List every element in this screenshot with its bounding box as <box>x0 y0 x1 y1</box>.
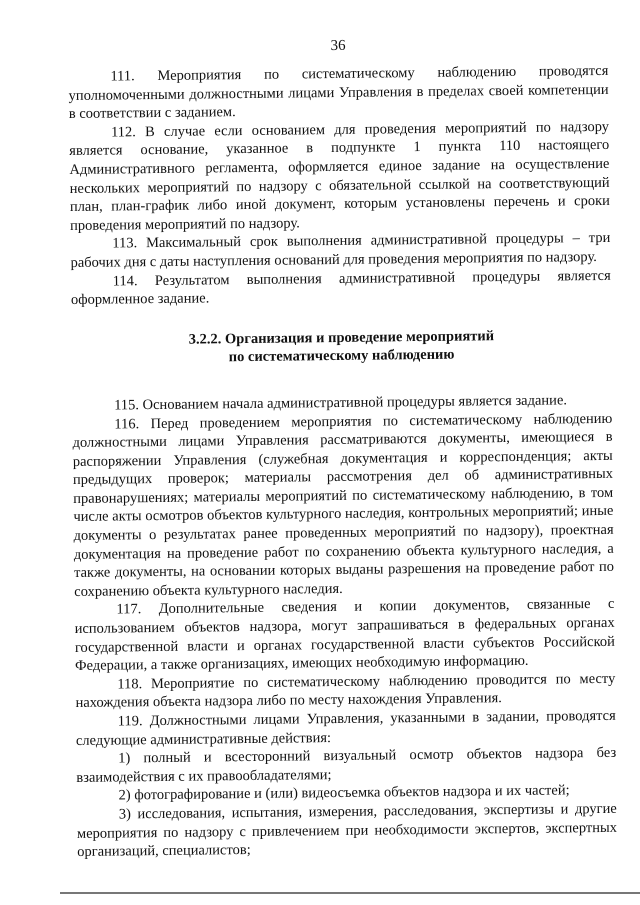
paragraph-115: 115. Основанием начала административной процедуры является задание. <box>114 392 568 414</box>
paragraph-117: 117. Дополнительные сведения и копии документов, связанные с использованием объектов надзора, могут запрашиваться в федеральных органах государственной власти и органах государственной власти субъектов Российской Федерации, а также организациях, имеющих необходимую информацию. <box>74 596 615 675</box>
list-item-2: 2) фотографирование и (или) видеосъемка объектов надзора и их частей; <box>118 782 570 804</box>
section-heading-line-2: по систематическому наблюдению <box>228 346 455 366</box>
paragraph-119: 119. Должностными лицами Управления, указанными в задании, проводятся следующие административные действия: <box>75 707 616 749</box>
list-item-3: 3) исследования, испытания, измерения, расследования, экспертизы и другие мероприятия по надзору с привлечением при необходимости экспертов, экспертных организаций, специалистов; <box>76 800 618 861</box>
document-page <box>68 34 617 862</box>
page-number: 36 <box>330 37 346 55</box>
paragraph-113: 113. Максимальный срок выполнения административной процедуры – три рабочих дня с даты наступления оснований для проведения мероприятия по надзору. <box>70 230 611 271</box>
section-heading <box>71 326 611 369</box>
bottom-rule <box>60 892 640 894</box>
list-item-1: 1) полный и всесторонний визуальный осмотр объектов надзора без взаимодействия с их правообладателями; <box>76 745 617 786</box>
paragraph-116: 116. Перед проведением мероприятия по систематическому наблюдению должностными лицами Управления рассматриваются документы, имеющиеся в распоряжении Управления (служебная документация и корреспонденция; акты предыдущих проверок; материалы рассмотрения дел об административных правонарушениях; материалы мероприятий по систематическому наблюдению, в том числе акты осмотров объектов культурного наследия, контрольных мероприятий; иные документы о результатах ранее проведенных мероприятий по надзору), проектная документация на проведение работ по сохранению объекта культурного наследия, а также документы, на основании которых выданы разрешения на проведение работ по сохранению объекта культурного наследия. <box>72 410 615 600</box>
paragraph-112: 112. В случае если основанием для проведения мероприятий по надзору является основание, указанное в подпункте 1 пункта 110 настоящего Административного регламента, оформляется единое задание на осуществление нескольких мероприятий по надзору с обязательной ссылкой на соответствующий план, план-график либо иной документ, которым установлены перечень и сроки проведения мероприятий по надзору. <box>69 118 610 234</box>
paragraph-111: 111. Мероприятия по систематическому наблюдению проводятся уполномоченными должностными лицами Управления в пределах своей компетенции в соответствии с заданием. <box>68 62 609 123</box>
paragraph-114: 114. Результатом выполнения административной процедуры является оформленное задание. <box>70 267 611 309</box>
section-heading-line-1: 3.2.2. Организация и проведение мероприятий <box>188 327 495 348</box>
paragraph-118: 118. Мероприятие по систематическому наблюдению проводится по месту нахождения объекта надзора либо по месту нахождения Управления. <box>75 670 616 712</box>
